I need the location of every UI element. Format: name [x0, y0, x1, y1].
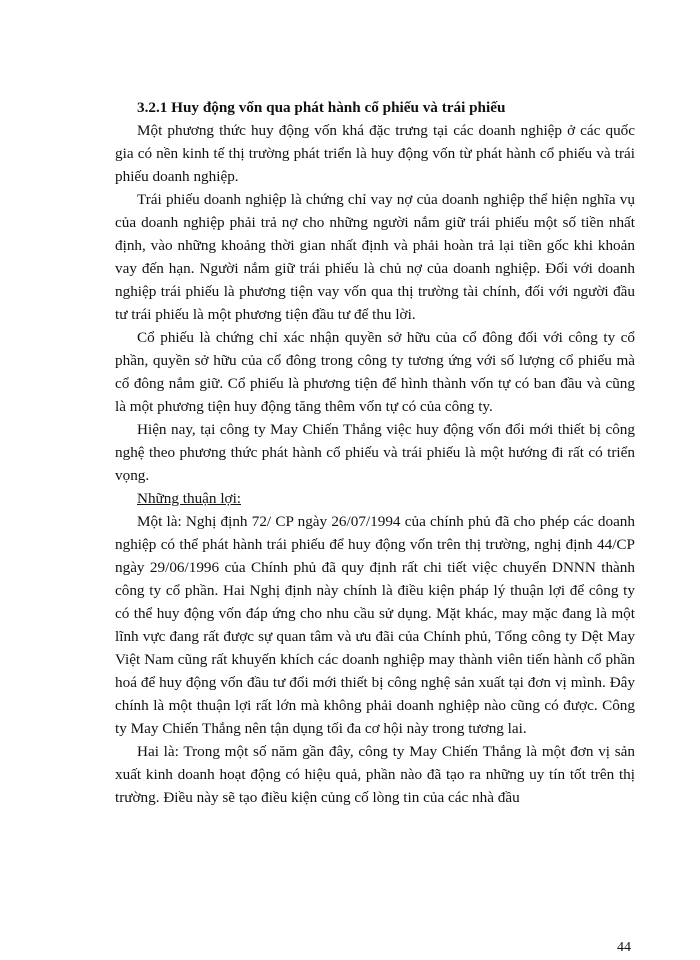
paragraph: Hai là: Trong một số năm gần đây, công ty May Chiến Thắng là một đơn vị sản xuất kinh doanh hoạt động có hiệu quả, phần nào đã tạo ra những uy tín tốt trên thị trường. Điều này sẽ tạo điều kiện củng cố lòng tin của các nhà đầu: [115, 743, 635, 806]
page-number: 44: [617, 940, 631, 955]
subheading: Những thuận lợi:: [137, 490, 242, 507]
document-body: [115, 96, 635, 809]
section-heading: 3.2.1 Huy động vốn qua phát hành cổ phiếu và trái phiếu: [137, 99, 506, 116]
paragraph: Hiện nay, tại công ty May Chiến Thắng việc huy động vốn đổi mới thiết bị công nghệ theo phương thức phát hành cổ phiếu và trái phiếu là một hướng đi rất có triển vọng.: [115, 421, 635, 484]
paragraph: Một phương thức huy động vốn khá đặc trưng tại các doanh nghiệp ở các quốc gia có nền kinh tế thị trường phát triển là huy động vốn từ phát hành cổ phiếu và trái phiếu doanh nghiệp.: [115, 122, 635, 185]
paragraph: Một là: Nghị định 72/ CP ngày 26/07/1994 của chính phủ đã cho phép các doanh nghiệp có thể phát hành trái phiếu để huy động vốn trên thị trường, nghị định 44/CP ngày 29/06/1996 của Chính phủ đã quy định rất chi tiết việc chuyển DNNN thành công ty cổ phần. Hai Nghị định này chính là điều kiện pháp lý thuận lợi để công ty có thể huy động vốn đáp ứng cho nhu cầu sử dụng. Mặt khác, may mặc đang là một lĩnh vực đang rất được sự quan tâm và ưu đãi của Chính phủ, Tổng công ty Dệt May Việt Nam cũng rất khuyến khích các doanh nghiệp may thành viên tiến hành cổ phần hoá để huy động vốn đầu tư đổi mới thiết bị công nghệ sản xuất tại đơn vị mình. Đây chính là một thuận lợi rất lớn mà không phải doanh nghiệp nào cũng có được. Công ty May Chiến Thắng nên tận dụng tối đa cơ hội này trong tương lai.: [115, 513, 635, 737]
paragraph: Trái phiếu doanh nghiệp là chứng chỉ vay nợ của doanh nghiệp thể hiện nghĩa vụ của doanh nghiệp phải trả nợ cho những người nắm giữ trái phiếu một số tiền nhất định, vào những khoảng thời gian nhất định và phải hoàn trả lại tiền gốc khi khoản vay đến hạn. Người nắm giữ trái phiếu là chủ nợ của doanh nghiệp. Đối với doanh nghiệp trái phiếu là phương tiện vay vốn qua thị trường tài chính, đối với người đầu tư trái phiếu là một phương tiện đầu tư để thu lời.: [115, 191, 635, 323]
paragraph: Cổ phiếu là chứng chỉ xác nhận quyền sở hữu của cổ đông đối với công ty cổ phần, quyền sở hữu của cổ đông trong công ty tương ứng với số lượng cổ phiếu mà cổ đông nắm giữ. Cổ phiếu là phương tiện để hình thành vốn tự có ban đầu và cũng là một phương tiện huy động tăng thêm vốn tự có của công ty.: [115, 329, 635, 415]
